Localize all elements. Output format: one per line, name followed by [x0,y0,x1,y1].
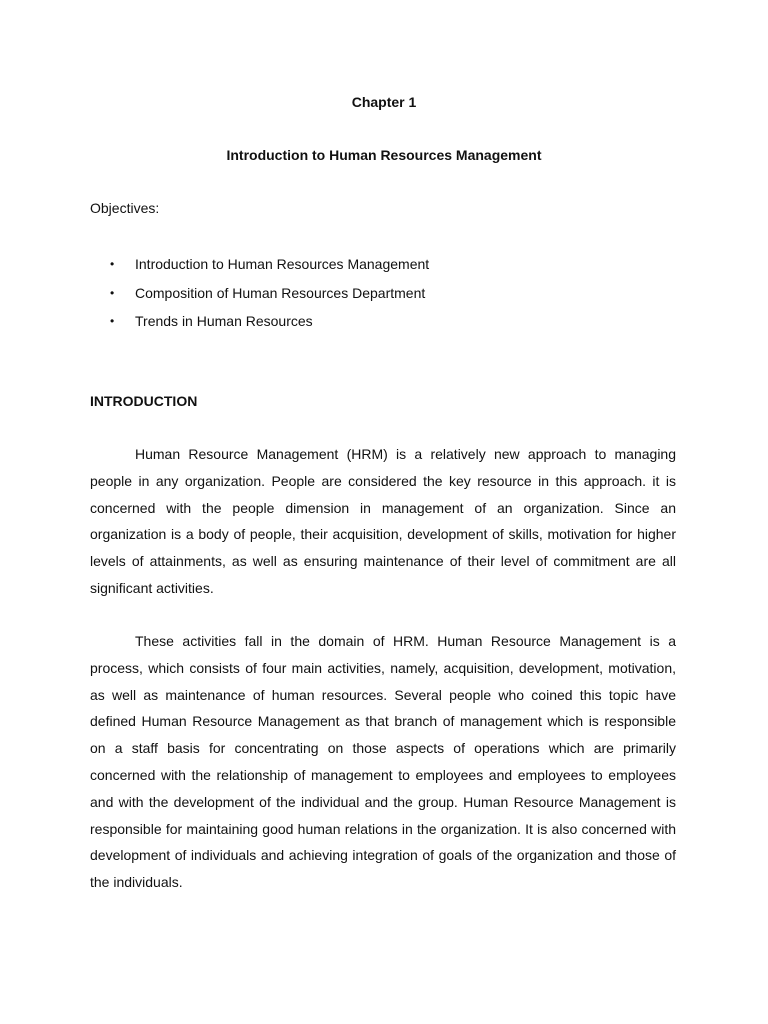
objective-item [110,284,429,313]
body-paragraph: Human Resource Management (HRM) is a relatively new approach to managing people in any organization. People are considered the key resource in this approach. it is concerned with the people dimension in management of an organization. Since an organization is a body of people, their acquisition, development of skills, motivation for higher levels of attainments, as well as ensuring maintenance of their level of commitment are all significant activities. [90,446,676,596]
objective-text: Introduction to Human Resources Management [135,256,430,272]
body-paragraph: These activities fall in the domain of HRM. Human Resource Management is a process, which consists of four main activities, namely, acquisition, development, motivation, as well as maintenance of human resources. Several people who coined this topic have defined Human Resource Management as that branch of management which is responsible on a staff basis for concentrating on those aspects of operations which are primarily concerned with the relationship of management to employees and employees to employees and with the development of the individual and the group. Human Resource Management is responsible for maintaining good human relations in the organization. It is also concerned with development of individuals and achieving integration of goals of the organization and those of the individuals. [90,633,676,891]
objectives-list [110,255,429,341]
objective-item [110,255,429,284]
bullet-icon: • [110,314,115,328]
objective-text: Trends in Human Resources [135,313,313,329]
chapter-title: Introduction to Human Resources Management [226,147,542,163]
objectives-label: Objectives: [90,200,160,216]
objective-item [110,312,429,341]
section-heading: INTRODUCTION [90,393,198,409]
bullet-icon: • [110,285,115,300]
chapter-label: Chapter 1 [351,94,417,110]
objective-text: Composition of Human Resources Department [135,284,426,301]
bullet-icon: • [110,257,115,271]
